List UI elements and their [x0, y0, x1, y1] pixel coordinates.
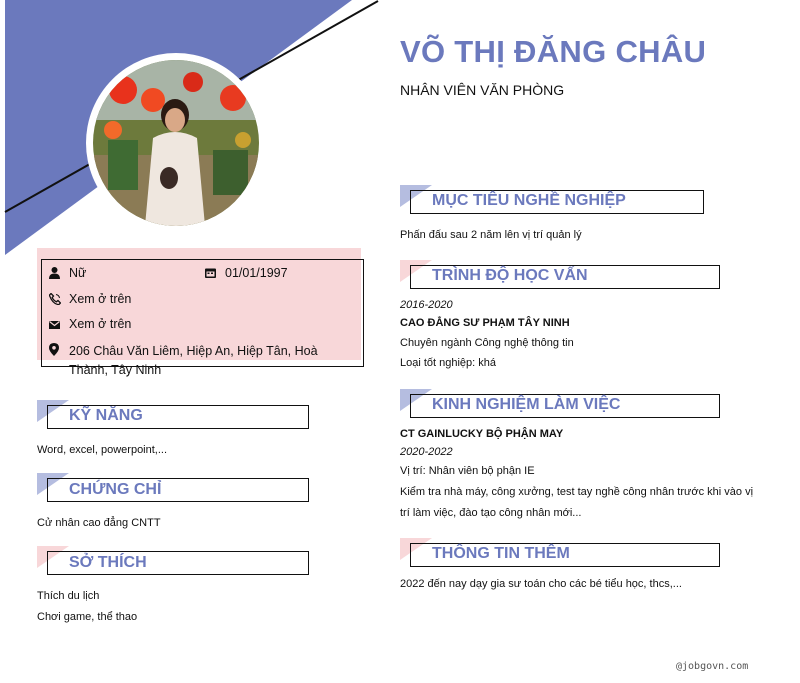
education-grade: Loại tốt nghiệp: khá — [400, 357, 497, 369]
hobbies-title: SỞ THÍCH — [69, 554, 147, 571]
location-icon — [49, 343, 59, 356]
user-icon — [49, 267, 60, 279]
birthday-text: 01/01/1997 — [225, 266, 288, 280]
skills-title: KỸ NĂNG — [69, 407, 143, 424]
skills-content: Word, excel, powerpoint,... — [37, 444, 168, 456]
education-period: 2016-2020 — [400, 299, 453, 311]
extra-content: 2022 đến nay dạy gia sư toán cho các bé tiểu học, thcs,... — [400, 578, 682, 590]
certificates-content: Cử nhân cao đẳng CNTT — [37, 517, 161, 529]
objective-title: MỤC TIÊU NGHỀ NGHIỆP — [432, 192, 626, 209]
candidate-position: NHÂN VIÊN VĂN PHÒNG — [400, 82, 565, 98]
experience-desc-line2: trí làm việc, đào tạo công nhân mới... — [400, 507, 582, 519]
candidate-name: VÕ THỊ ĐĂNG CHÂU — [400, 34, 707, 69]
email-text: Xem ở trên — [69, 317, 132, 331]
mail-icon — [49, 320, 60, 330]
gender-text: Nữ — [69, 266, 87, 280]
extra-title: THÔNG TIN THÊM — [432, 545, 570, 562]
profile-photo — [93, 60, 259, 226]
calendar-icon — [205, 267, 216, 278]
watermark: @jobgovn.com — [676, 661, 749, 672]
profile-photo-frame — [86, 53, 266, 233]
address-text: 206 Châu Văn Liêm, Hiệp An, Hiệp Tân, Hoà Thành, Tây Ninh — [69, 344, 318, 377]
objective-content: Phấn đấu sau 2 năm lên vị trí quản lý — [400, 229, 582, 241]
experience-role: Vị trí: Nhân viên bộ phận IE — [400, 465, 535, 477]
experience-title: KINH NGHIỆM LÀM VIỆC — [432, 396, 621, 413]
hobby-item: Thích du lịch — [37, 590, 100, 602]
education-major: Chuyên ngành Công nghệ thông tin — [400, 337, 574, 349]
experience-company: CT GAINLUCKY BỘ PHẬN MAY — [400, 428, 564, 440]
experience-desc-line1: Kiểm tra nhà máy, công xưởng, test tay nghề công nhân trước khi vào vị — [400, 486, 754, 498]
experience-period: 2020-2022 — [400, 446, 453, 458]
certificates-title: CHỨNG CHỈ — [69, 481, 162, 498]
contact-address — [49, 342, 359, 380]
education-title: TRÌNH ĐỘ HỌC VẤN — [432, 267, 588, 284]
phone-text: Xem ở trên — [69, 292, 132, 306]
education-school: CAO ĐẲNG SƯ PHẠM TÂY NINH — [400, 317, 570, 329]
hobby-item: Chơi game, thể thao — [37, 611, 138, 623]
phone-icon — [49, 293, 61, 305]
